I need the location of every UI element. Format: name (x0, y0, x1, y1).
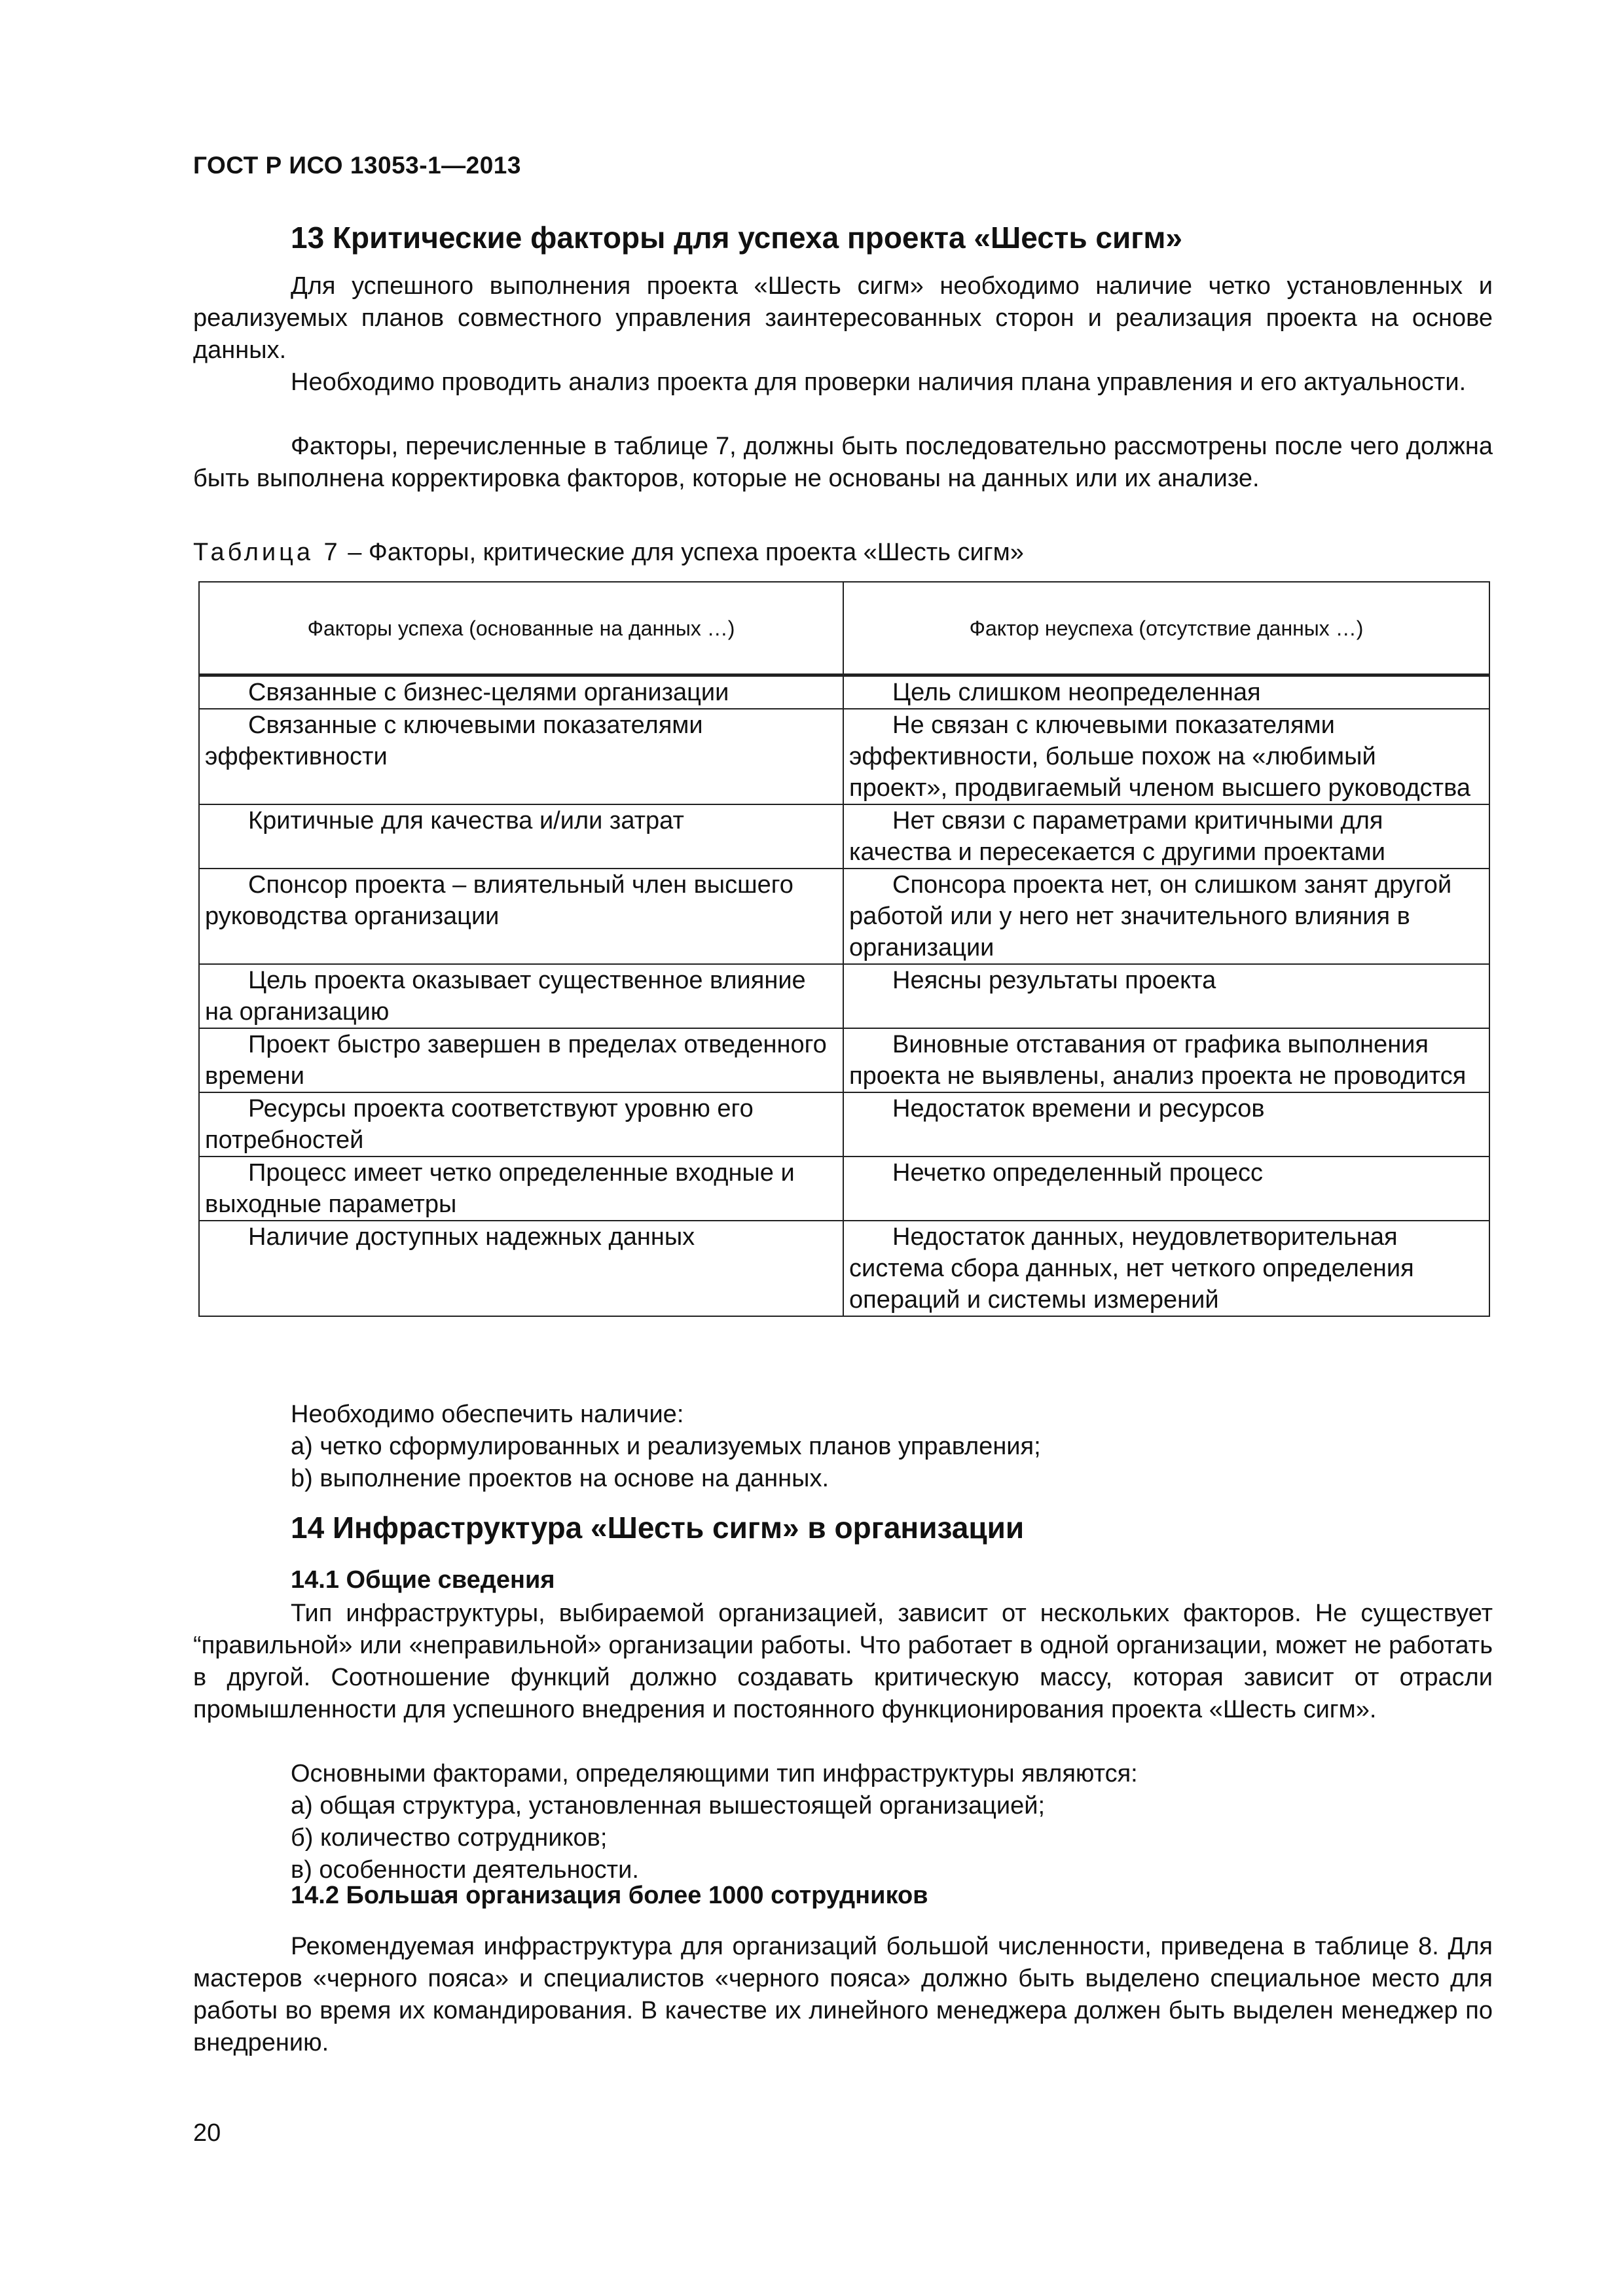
table-header-row (199, 582, 1489, 675)
subsection-14-1-paragraph: Тип инфраструктуры, выбираемой организацией, зависит от нескольких факторов. Не существует “правильной» или «неправильной» организации работы. Что работает в одной организации, может не работать в другой. Соотношение функций должно создавать критическую массу, которая зависит от отрасли промышленности для успешного внедрения и постоянного функционирования проекта «Шесть сигм». (193, 1600, 1493, 1723)
failure-factor-cell: Недостаток времени и ресурсов (843, 1092, 1489, 1157)
success-factor-cell: Спонсор проекта – влиятельный член высшего руководства организации (199, 869, 843, 964)
page-number: 20 (193, 2119, 221, 2147)
requirement-item-b: b) выполнение проектов на основе на данных. (291, 1465, 830, 1492)
success-factor-cell: Проект быстро завершен в пределах отведенного времени (199, 1028, 843, 1092)
factor-item-a: а) общая структура, установленная вышестоящей организацией; (291, 1792, 1046, 1820)
factor-item-b: б) количество сотрудников; (291, 1824, 608, 1852)
failure-factor-cell: Цель слишком неопределенная (843, 675, 1489, 709)
table-row (199, 869, 1489, 964)
subsection-14-1-title: 14.1 Общие сведения (291, 1566, 555, 1594)
table-row (199, 709, 1489, 804)
section-13-paragraph-3: Факторы, перечисленные в таблице 7, должны быть последовательно рассмотрены после чего должна быть выполнена корректировка факторов, которые не основаны на данных или их анализе. (193, 433, 1493, 492)
failure-factor-cell: Спонсора проекта нет, он слишком занят другой работой или у него нет значительного влияния в организации (843, 869, 1489, 964)
table-7 (198, 581, 1490, 1317)
failure-factor-cell: Недостаток данных, неудовлетворительная система сбора данных, нет четкого определения операций и системы измерений (843, 1221, 1489, 1316)
failure-factor-cell: Не связан с ключевыми показателями эффективности, больше похож на «любимый проект», продвигаемый членом высшего руководства (843, 709, 1489, 804)
failure-factor-cell: Нечетко определенный процесс (843, 1157, 1489, 1221)
column-header-failure: Фактор неуспеха (отсутствие данных …) (843, 582, 1489, 675)
success-factor-cell: Процесс имеет четко определенные входные и выходные параметры (199, 1157, 843, 1221)
column-header-success: Факторы успеха (основанные на данных …) (199, 582, 843, 675)
failure-factor-cell: Неясны результаты проекта (843, 964, 1489, 1028)
section-13-title: 13 Критические факторы для успеха проекта «Шесть сигм» (291, 221, 1183, 255)
subsection-14-2-title: 14.2 Большая организация более 1000 сотрудников (291, 1882, 928, 1909)
success-factor-cell: Ресурсы проекта соответствуют уровню его потребностей (199, 1092, 843, 1157)
table-row (199, 804, 1489, 869)
success-factor-cell: Связанные с ключевыми показателями эффективности (199, 709, 843, 804)
success-factor-cell: Связанные с бизнес-целями организации (199, 675, 843, 709)
table-row (199, 1221, 1489, 1316)
section-14-title: 14 Инфраструктура «Шесть сигм» в организации (291, 1511, 1025, 1545)
success-factor-cell: Цель проекта оказывает существенное влияние на организацию (199, 964, 843, 1028)
failure-factor-cell: Нет связи с параметрами критичными для качества и пересекается с другими проектами (843, 804, 1489, 869)
success-factor-cell: Наличие доступных надежных данных (199, 1221, 843, 1316)
table-row (199, 964, 1489, 1028)
table-7-caption-label: Таблица 7 (193, 539, 341, 566)
requirements-intro: Необходимо обеспечить наличие: (291, 1401, 684, 1428)
table-row (199, 675, 1489, 709)
factor-item-c: в) особенности деятельности. (291, 1856, 639, 1884)
section-13-paragraph-1: Для успешного выполнения проекта «Шесть сигм» необходимо наличие четко установленных и реализуемых планов совместного управления заинтересованных сторон и реализация проекта на основе данных. (193, 272, 1493, 364)
requirement-item-a: a) четко сформулированных и реализуемых планов управления; (291, 1433, 1041, 1460)
success-factor-cell: Критичные для качества и/или затрат (199, 804, 843, 869)
table-7-caption-text: – Факторы, критические для успеха проекта «Шесть сигм» (340, 539, 1024, 566)
table-row (199, 1092, 1489, 1157)
section-13-paragraph-2: Необходимо проводить анализ проекта для проверки наличия плана управления и его актуальности. (291, 368, 1467, 396)
table-row (199, 1157, 1489, 1221)
table-row (199, 1028, 1489, 1092)
subsection-14-2-paragraph: Рекомендуемая инфраструктура для организаций большой численности, приведена в таблице 8. Для мастеров «черного пояса» и специалистов «черного пояса» должно быть выделено специальное место для работы во время их командирования. В качестве их линейного менеджера должен быть выделен менеджер по внедрению. (193, 1933, 1493, 2056)
failure-factor-cell: Виновные отставания от графика выполнения проекта не выявлены, анализ проекта не проводится (843, 1028, 1489, 1092)
factors-intro: Основными факторами, определяющими тип инфраструктуры являются: (291, 1760, 1138, 1787)
table-7-caption (193, 537, 1024, 569)
document-header: ГОСТ Р ИСО 13053-1—2013 (193, 152, 521, 179)
